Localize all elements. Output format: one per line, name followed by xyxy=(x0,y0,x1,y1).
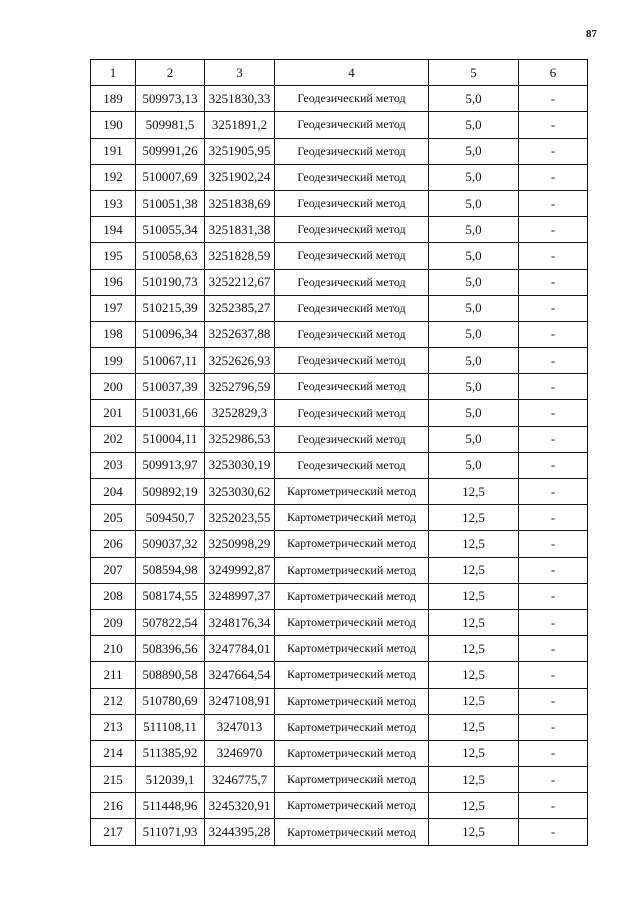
cell-x-coordinate: 510004,11 xyxy=(136,426,205,452)
cell-x-coordinate: 509991,26 xyxy=(136,138,205,164)
cell-note: - xyxy=(519,138,588,164)
cell-x-coordinate: 508594,98 xyxy=(136,557,205,583)
cell-method: Картометрический метод xyxy=(275,793,429,819)
cell-x-coordinate: 510051,38 xyxy=(136,190,205,216)
cell-note: - xyxy=(519,505,588,531)
cell-accuracy: 12,5 xyxy=(429,714,519,740)
cell-x-coordinate: 511448,96 xyxy=(136,793,205,819)
cell-accuracy: 5,0 xyxy=(429,269,519,295)
cell-note: - xyxy=(519,374,588,400)
cell-x-coordinate: 510096,34 xyxy=(136,321,205,347)
cell-accuracy: 12,5 xyxy=(429,688,519,714)
cell-accuracy: 12,5 xyxy=(429,740,519,766)
cell-note: - xyxy=(519,531,588,557)
cell-x-coordinate: 510055,34 xyxy=(136,217,205,243)
cell-method: Геодезический метод xyxy=(275,86,429,112)
column-header: 6 xyxy=(519,60,588,86)
table-row xyxy=(91,374,588,400)
cell-method: Картометрический метод xyxy=(275,583,429,609)
cell-note: - xyxy=(519,636,588,662)
cell-point-number: 208 xyxy=(91,583,136,609)
cell-accuracy: 12,5 xyxy=(429,479,519,505)
cell-method: Картометрический метод xyxy=(275,767,429,793)
cell-y-coordinate: 3252637,88 xyxy=(205,321,275,347)
cell-point-number: 207 xyxy=(91,557,136,583)
cell-method: Геодезический метод xyxy=(275,321,429,347)
cell-y-coordinate: 3245320,91 xyxy=(205,793,275,819)
cell-y-coordinate: 3252829,3 xyxy=(205,400,275,426)
cell-note: - xyxy=(519,243,588,269)
table-row xyxy=(91,348,588,374)
cell-x-coordinate: 511071,93 xyxy=(136,819,205,845)
table-row xyxy=(91,662,588,688)
cell-note: - xyxy=(519,609,588,635)
coordinates-table xyxy=(90,59,588,846)
cell-method: Геодезический метод xyxy=(275,190,429,216)
cell-accuracy: 12,5 xyxy=(429,636,519,662)
cell-accuracy: 5,0 xyxy=(429,452,519,478)
cell-y-coordinate: 3253030,19 xyxy=(205,452,275,478)
table-row xyxy=(91,138,588,164)
cell-accuracy: 12,5 xyxy=(429,662,519,688)
cell-accuracy: 12,5 xyxy=(429,505,519,531)
table-row xyxy=(91,767,588,793)
cell-method: Картометрический метод xyxy=(275,740,429,766)
cell-method: Картометрический метод xyxy=(275,819,429,845)
cell-x-coordinate: 510037,39 xyxy=(136,374,205,400)
table-row xyxy=(91,557,588,583)
cell-method: Картометрический метод xyxy=(275,609,429,635)
cell-accuracy: 5,0 xyxy=(429,190,519,216)
cell-point-number: 217 xyxy=(91,819,136,845)
table-body xyxy=(91,86,588,845)
cell-point-number: 203 xyxy=(91,452,136,478)
cell-y-coordinate: 3248176,34 xyxy=(205,609,275,635)
cell-y-coordinate: 3247784,01 xyxy=(205,636,275,662)
table-row xyxy=(91,714,588,740)
table-row xyxy=(91,295,588,321)
cell-y-coordinate: 3251902,24 xyxy=(205,164,275,190)
column-header: 2 xyxy=(136,60,205,86)
cell-y-coordinate: 3249992,87 xyxy=(205,557,275,583)
table-row xyxy=(91,793,588,819)
cell-method: Геодезический метод xyxy=(275,426,429,452)
cell-point-number: 216 xyxy=(91,793,136,819)
cell-note: - xyxy=(519,714,588,740)
cell-x-coordinate: 508890,58 xyxy=(136,662,205,688)
cell-x-coordinate: 510190,73 xyxy=(136,269,205,295)
cell-note: - xyxy=(519,190,588,216)
cell-note: - xyxy=(519,767,588,793)
cell-note: - xyxy=(519,740,588,766)
table-row xyxy=(91,426,588,452)
cell-method: Картометрический метод xyxy=(275,636,429,662)
table-row xyxy=(91,531,588,557)
cell-method: Геодезический метод xyxy=(275,452,429,478)
cell-method: Картометрический метод xyxy=(275,557,429,583)
cell-method: Картометрический метод xyxy=(275,688,429,714)
cell-note: - xyxy=(519,479,588,505)
cell-point-number: 192 xyxy=(91,164,136,190)
cell-x-coordinate: 508174,55 xyxy=(136,583,205,609)
cell-x-coordinate: 510780,69 xyxy=(136,688,205,714)
cell-x-coordinate: 512039,1 xyxy=(136,767,205,793)
cell-x-coordinate: 510215,39 xyxy=(136,295,205,321)
cell-y-coordinate: 3251828,59 xyxy=(205,243,275,269)
cell-accuracy: 5,0 xyxy=(429,217,519,243)
cell-point-number: 209 xyxy=(91,609,136,635)
cell-method: Геодезический метод xyxy=(275,164,429,190)
cell-y-coordinate: 3246775,7 xyxy=(205,767,275,793)
cell-y-coordinate: 3247108,91 xyxy=(205,688,275,714)
cell-accuracy: 5,0 xyxy=(429,321,519,347)
cell-point-number: 197 xyxy=(91,295,136,321)
cell-point-number: 199 xyxy=(91,348,136,374)
cell-point-number: 190 xyxy=(91,112,136,138)
cell-note: - xyxy=(519,164,588,190)
cell-accuracy: 5,0 xyxy=(429,86,519,112)
cell-method: Картометрический метод xyxy=(275,531,429,557)
table-row xyxy=(91,269,588,295)
table-row xyxy=(91,819,588,845)
cell-y-coordinate: 3247013 xyxy=(205,714,275,740)
cell-x-coordinate: 509973,13 xyxy=(136,86,205,112)
cell-y-coordinate: 3252023,55 xyxy=(205,505,275,531)
cell-y-coordinate: 3248997,37 xyxy=(205,583,275,609)
table-row xyxy=(91,505,588,531)
cell-y-coordinate: 3252212,67 xyxy=(205,269,275,295)
cell-accuracy: 12,5 xyxy=(429,557,519,583)
cell-x-coordinate: 509892,19 xyxy=(136,479,205,505)
cell-point-number: 205 xyxy=(91,505,136,531)
cell-point-number: 211 xyxy=(91,662,136,688)
cell-x-coordinate: 509037,32 xyxy=(136,531,205,557)
table-row xyxy=(91,321,588,347)
table-row xyxy=(91,452,588,478)
cell-note: - xyxy=(519,426,588,452)
cell-point-number: 215 xyxy=(91,767,136,793)
cell-note: - xyxy=(519,321,588,347)
cell-x-coordinate: 510007,69 xyxy=(136,164,205,190)
cell-point-number: 196 xyxy=(91,269,136,295)
table-row xyxy=(91,688,588,714)
column-header: 1 xyxy=(91,60,136,86)
cell-method: Геодезический метод xyxy=(275,348,429,374)
cell-note: - xyxy=(519,112,588,138)
cell-accuracy: 5,0 xyxy=(429,400,519,426)
table-row xyxy=(91,400,588,426)
cell-method: Картометрический метод xyxy=(275,662,429,688)
cell-note: - xyxy=(519,269,588,295)
cell-x-coordinate: 510031,66 xyxy=(136,400,205,426)
cell-method: Картометрический метод xyxy=(275,479,429,505)
cell-x-coordinate: 510058,63 xyxy=(136,243,205,269)
cell-method: Геодезический метод xyxy=(275,112,429,138)
cell-point-number: 214 xyxy=(91,740,136,766)
cell-y-coordinate: 3252626,93 xyxy=(205,348,275,374)
cell-y-coordinate: 3253030,62 xyxy=(205,479,275,505)
cell-y-coordinate: 3251905,95 xyxy=(205,138,275,164)
cell-accuracy: 12,5 xyxy=(429,793,519,819)
cell-method: Геодезический метод xyxy=(275,243,429,269)
cell-accuracy: 5,0 xyxy=(429,295,519,321)
cell-y-coordinate: 3251831,38 xyxy=(205,217,275,243)
cell-point-number: 200 xyxy=(91,374,136,400)
cell-accuracy: 5,0 xyxy=(429,138,519,164)
cell-note: - xyxy=(519,295,588,321)
cell-note: - xyxy=(519,819,588,845)
cell-method: Геодезический метод xyxy=(275,217,429,243)
cell-x-coordinate: 509450,7 xyxy=(136,505,205,531)
cell-point-number: 210 xyxy=(91,636,136,662)
cell-point-number: 191 xyxy=(91,138,136,164)
cell-method: Геодезический метод xyxy=(275,269,429,295)
table-row xyxy=(91,217,588,243)
column-header: 4 xyxy=(275,60,429,86)
page-number: 87 xyxy=(586,28,597,40)
cell-accuracy: 5,0 xyxy=(429,374,519,400)
cell-method: Геодезический метод xyxy=(275,295,429,321)
cell-y-coordinate: 3244395,28 xyxy=(205,819,275,845)
cell-note: - xyxy=(519,557,588,583)
table-row xyxy=(91,583,588,609)
table-row xyxy=(91,164,588,190)
cell-x-coordinate: 509913,97 xyxy=(136,452,205,478)
cell-accuracy: 5,0 xyxy=(429,426,519,452)
table-row xyxy=(91,740,588,766)
cell-accuracy: 12,5 xyxy=(429,609,519,635)
cell-accuracy: 12,5 xyxy=(429,819,519,845)
table-row xyxy=(91,636,588,662)
cell-accuracy: 5,0 xyxy=(429,243,519,269)
cell-note: - xyxy=(519,348,588,374)
cell-note: - xyxy=(519,583,588,609)
cell-note: - xyxy=(519,688,588,714)
table-row xyxy=(91,112,588,138)
cell-point-number: 202 xyxy=(91,426,136,452)
cell-accuracy: 12,5 xyxy=(429,767,519,793)
cell-y-coordinate: 3246970 xyxy=(205,740,275,766)
cell-y-coordinate: 3247664,54 xyxy=(205,662,275,688)
cell-point-number: 198 xyxy=(91,321,136,347)
cell-note: - xyxy=(519,793,588,819)
cell-x-coordinate: 510067,11 xyxy=(136,348,205,374)
cell-method: Картометрический метод xyxy=(275,505,429,531)
cell-x-coordinate: 509981,5 xyxy=(136,112,205,138)
cell-accuracy: 5,0 xyxy=(429,112,519,138)
cell-y-coordinate: 3250998,29 xyxy=(205,531,275,557)
cell-note: - xyxy=(519,452,588,478)
cell-y-coordinate: 3251838,69 xyxy=(205,190,275,216)
cell-note: - xyxy=(519,662,588,688)
cell-point-number: 193 xyxy=(91,190,136,216)
table-header-row xyxy=(91,60,588,86)
cell-y-coordinate: 3252796,59 xyxy=(205,374,275,400)
table-row xyxy=(91,479,588,505)
cell-point-number: 213 xyxy=(91,714,136,740)
cell-x-coordinate: 507822,54 xyxy=(136,609,205,635)
table-row xyxy=(91,609,588,635)
cell-point-number: 212 xyxy=(91,688,136,714)
cell-note: - xyxy=(519,400,588,426)
table-row xyxy=(91,243,588,269)
cell-point-number: 194 xyxy=(91,217,136,243)
cell-point-number: 195 xyxy=(91,243,136,269)
cell-point-number: 189 xyxy=(91,86,136,112)
cell-accuracy: 5,0 xyxy=(429,348,519,374)
cell-y-coordinate: 3251830,33 xyxy=(205,86,275,112)
column-header: 3 xyxy=(205,60,275,86)
cell-accuracy: 12,5 xyxy=(429,583,519,609)
cell-x-coordinate: 511108,11 xyxy=(136,714,205,740)
cell-point-number: 206 xyxy=(91,531,136,557)
cell-point-number: 201 xyxy=(91,400,136,426)
cell-method: Геодезический метод xyxy=(275,138,429,164)
cell-x-coordinate: 508396,56 xyxy=(136,636,205,662)
cell-method: Геодезический метод xyxy=(275,400,429,426)
cell-accuracy: 5,0 xyxy=(429,164,519,190)
table-row xyxy=(91,86,588,112)
cell-method: Картометрический метод xyxy=(275,714,429,740)
column-header: 5 xyxy=(429,60,519,86)
cell-accuracy: 12,5 xyxy=(429,531,519,557)
table-row xyxy=(91,190,588,216)
cell-point-number: 204 xyxy=(91,479,136,505)
cell-note: - xyxy=(519,86,588,112)
cell-y-coordinate: 3252986,53 xyxy=(205,426,275,452)
cell-x-coordinate: 511385,92 xyxy=(136,740,205,766)
cell-note: - xyxy=(519,217,588,243)
cell-y-coordinate: 3252385,27 xyxy=(205,295,275,321)
cell-y-coordinate: 3251891,2 xyxy=(205,112,275,138)
cell-method: Геодезический метод xyxy=(275,374,429,400)
